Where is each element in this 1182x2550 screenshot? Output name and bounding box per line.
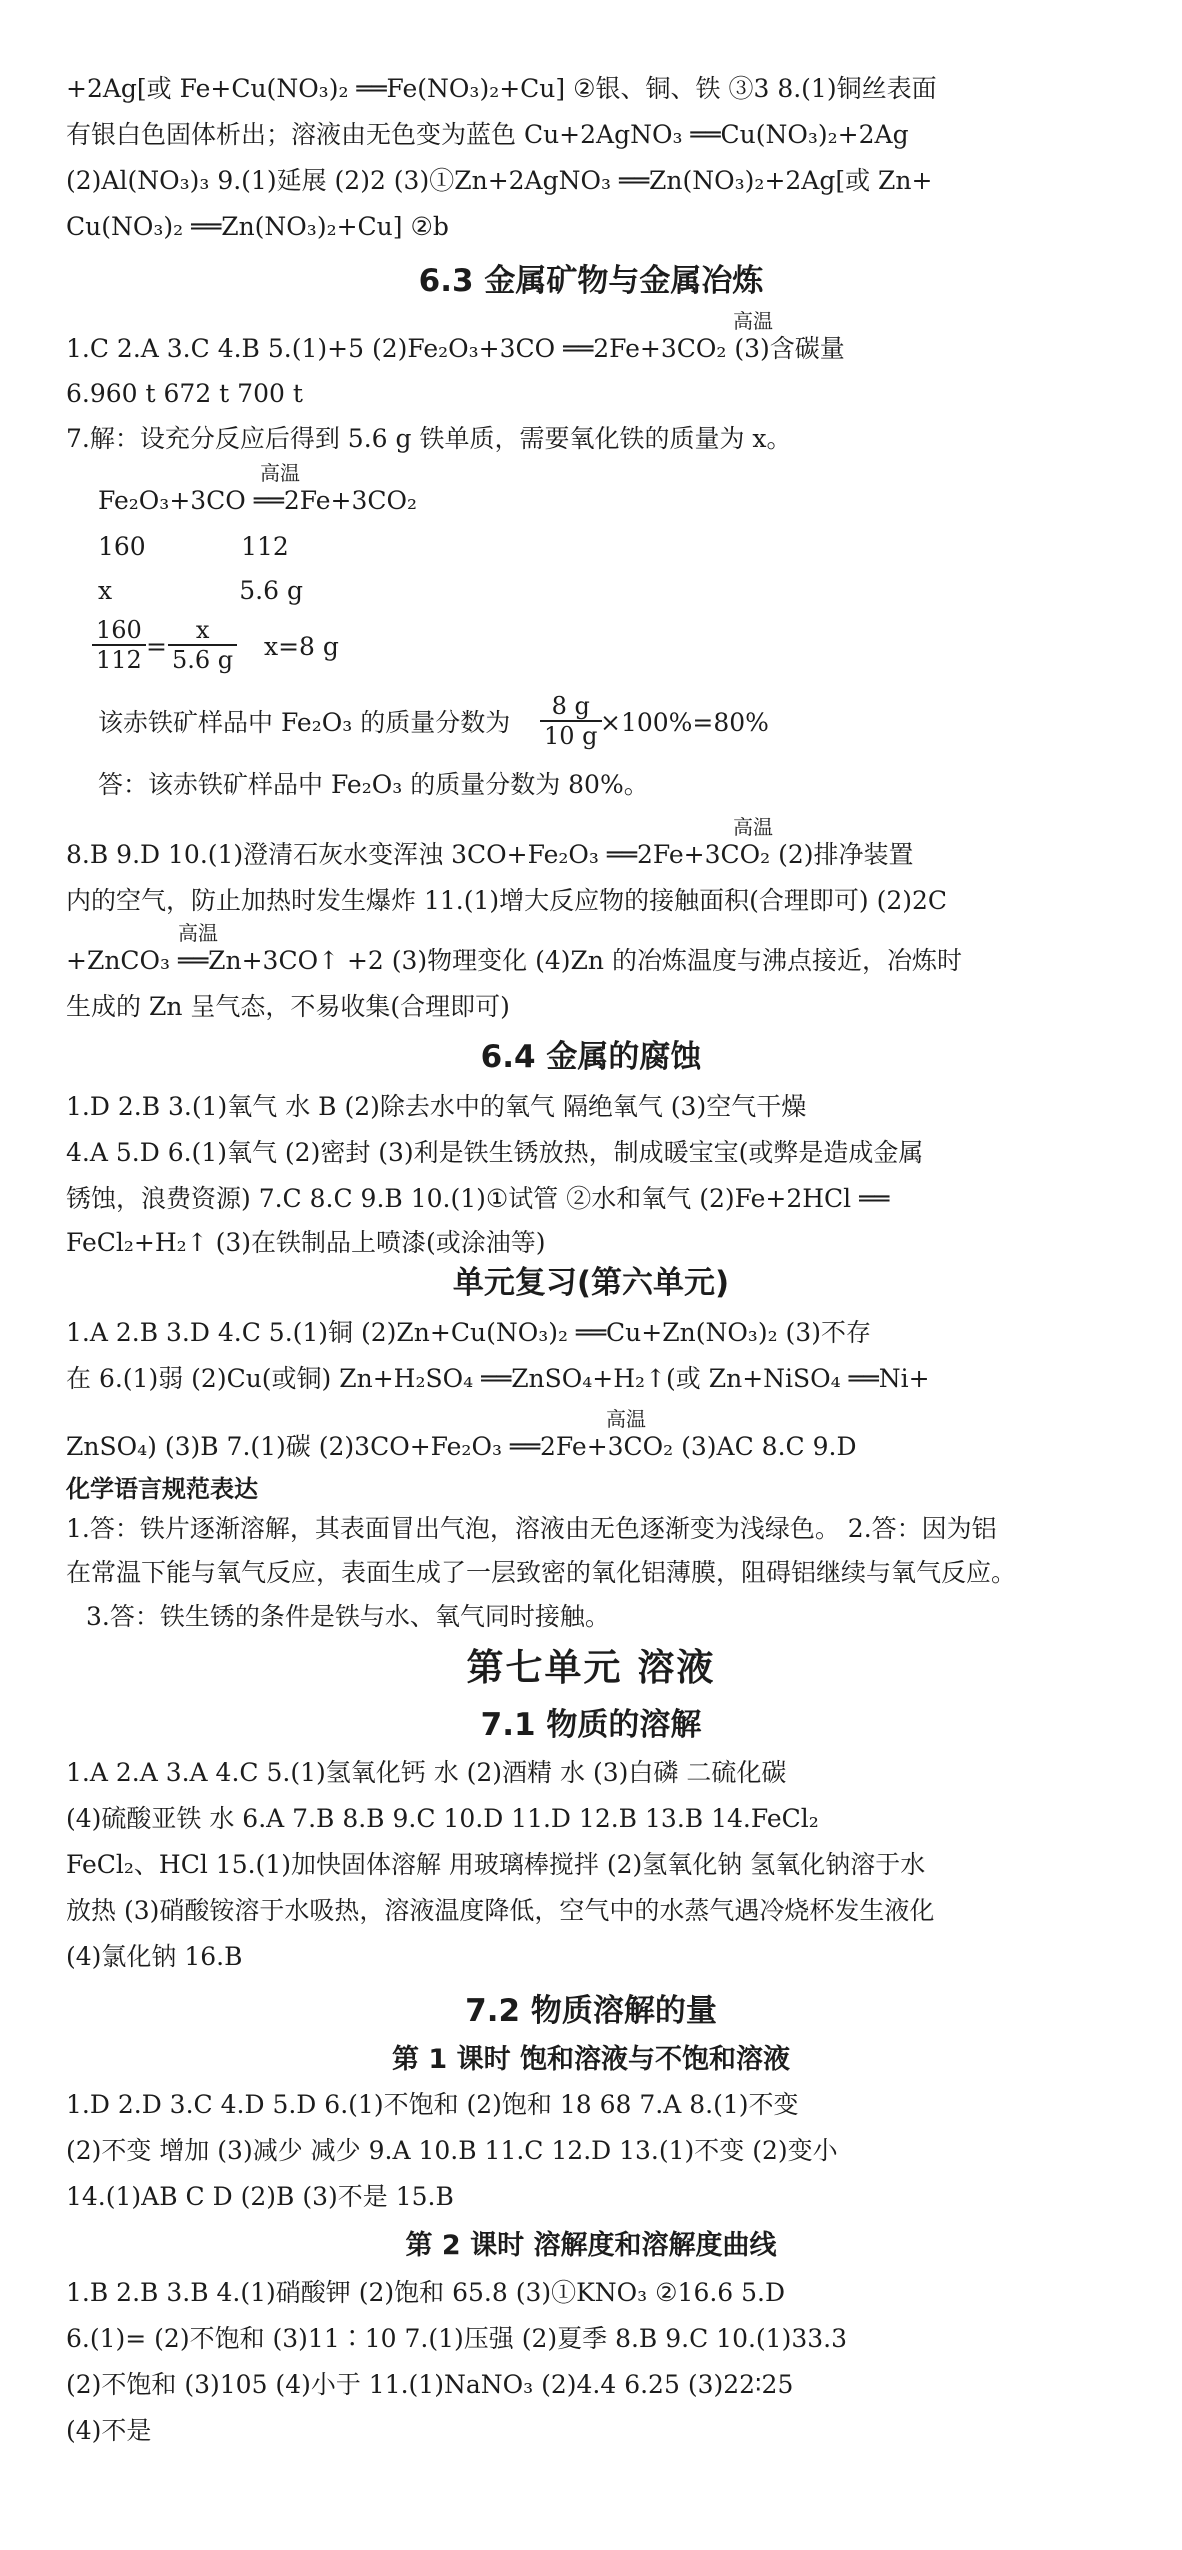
text-line: 1.A 2.B 3.D 4.C 5.(1)铜 (2)Zn+Cu(NO₃)₂ ══Cu+Zn(NO₃)₂ (3)不存	[66, 1318, 871, 1347]
unit-title: 第七单元 溶液	[466, 1646, 716, 1689]
result-text: x=8 g	[264, 632, 339, 661]
fraction	[540, 692, 602, 750]
text-line: 4.A 5.D 6.(1)氧气 (2)密封 (3)利是铁生锈放热，制成暖宝宝(或弊是造成金属	[66, 1138, 924, 1167]
text-line: 有银白色固体析出；溶液由无色变为蓝色 Cu+2AgNO₃ ══Cu(NO₃)₂+2Ag	[66, 120, 909, 149]
text-line: Cu(NO₃)₂ ══Zn(NO₃)₂+Cu] ②b	[66, 212, 449, 241]
subsection-title: 化学语言规范表达	[66, 1475, 258, 1503]
text-line: (2)Al(NO₃)₃ 9.(1)延展 (2)2 (3)①Zn+2AgNO₃ ══Zn(NO₃)₂+2Ag[或 Zn+	[66, 166, 933, 195]
text-line: 6.960 t 672 t 700 t	[66, 379, 303, 408]
section-title-6-3: 6.3 金属矿物与金属冶炼	[418, 263, 764, 299]
fraction	[168, 616, 237, 674]
text-line: 1.D 2.D 3.C 4.D 5.D 6.(1)不饱和 (2)饱和 18 68 7.A 8.(1)不变	[66, 2090, 799, 2119]
text-line: 锈蚀，浪费资源) 7.C 8.C 9.B 10.(1)①试管 ②水和氧气 (2)Fe+2HCl ══	[66, 1184, 890, 1213]
text-line: 放热 (3)硝酸铵溶于水吸热，溶液温度降低，空气中的水蒸气遇冷烧杯发生液化	[66, 1896, 935, 1925]
text-line: +ZnCO₃ ══Zn+3CO↑ +2 (3)物理变化 (4)Zn 的冶炼温度与沸点接近，冶炼时	[66, 946, 962, 975]
fraction-numerator: x	[168, 616, 237, 646]
section-title-7-1: 7.1 物质的溶解	[480, 1707, 702, 1743]
section-title-6-4: 6.4 金属的腐蚀	[480, 1039, 702, 1075]
text-line: (4)不是	[66, 2416, 152, 2445]
text-line: 14.(1)AB C D (2)B (3)不是 15.B	[66, 2182, 454, 2211]
fraction	[92, 616, 146, 674]
text-line: 在常温下能与氧气反应，表面生成了一层致密的氧化铝薄膜，阻碍铝继续与氧气反应。	[66, 1558, 1017, 1587]
text-line: ZnSO₄) (3)B 7.(1)碳 (2)3CO+Fe₂O₃ ══2Fe+3CO₂ (3)AC 8.C 9.D	[66, 1432, 857, 1461]
calc-ratio-row: x 5.6 g	[98, 576, 303, 605]
text-line: 内的空气，防止加热时发生爆炸 11.(1)增大反应物的接触面积(合理即可) (2)2C	[66, 886, 948, 915]
fraction-numerator: 8 g	[540, 692, 602, 722]
text-line: 1.D 2.B 3.(1)氧气 水 B (2)除去水中的氧气 隔绝氧气 (3)空气干燥	[66, 1092, 807, 1121]
fraction-numerator: 160	[92, 616, 146, 646]
text-line: 3.答：铁生锈的条件是铁与水、氧气同时接触。	[86, 1602, 610, 1631]
text-line: (2)不饱和 (3)105 (4)小于 11.(1)NaNO₃ (2)4.4 6.25 (3)22∶25	[66, 2370, 794, 2399]
calc-equation: Fe₂O₃+3CO ══2Fe+3CO₂	[98, 486, 418, 515]
equals-sign: =	[146, 632, 167, 661]
answer-line: 答：该赤铁矿样品中 Fe₂O₃ 的质量分数为 80%。	[98, 770, 649, 799]
condition-label: 高温	[260, 461, 300, 485]
text-line: 8.B 9.D 10.(1)澄清石灰水变浑浊 3CO+Fe₂O₃ ══2Fe+3CO₂ (2)排净装置	[66, 840, 914, 869]
section-title-review: 单元复习(第六单元)	[452, 1265, 730, 1301]
text-line: FeCl₂、HCl 15.(1)加快固体溶解 用玻璃棒搅拌 (2)氢氧化钠 氢氧化钠溶于水	[66, 1850, 926, 1879]
fraction-denominator: 112	[96, 646, 142, 674]
text-line: 6.(1)= (2)不饱和 (3)11∶10 7.(1)压强 (2)夏季 8.B 9.C 10.(1)33.3	[66, 2324, 848, 2353]
percent-text: 该赤铁矿样品中 Fe₂O₃ 的质量分数为	[98, 708, 511, 737]
text-line: 在 6.(1)弱 (2)Cu(或铜) Zn+H₂SO₄ ══ZnSO₄+H₂↑(或 Zn+NiSO₄ ══Ni+	[66, 1364, 930, 1393]
text-line: (4)氯化钠 16.B	[66, 1942, 243, 1971]
text-line: 1.答：铁片逐渐溶解，其表面冒出气泡，溶液由无色逐渐变为浅绿色。 2.答：因为铝	[66, 1514, 997, 1543]
text-line: (2)不变 增加 (3)减少 减少 9.A 10.B 11.C 12.D 13.(1)不变 (2)变小	[66, 2136, 838, 2165]
text-line: FeCl₂+H₂↑ (3)在铁制品上喷漆(或涂油等)	[66, 1228, 546, 1257]
text-line: 生成的 Zn 呈气态，不易收集(合理即可)	[66, 992, 510, 1021]
fraction-denominator: 5.6 g	[172, 646, 234, 674]
condition-label: 高温	[733, 309, 773, 333]
text-line: 7.解：设充分反应后得到 5.6 g 铁单质，需要氧化铁的质量为 x。	[66, 424, 792, 453]
condition-label: 高温	[178, 921, 218, 945]
text-line: (4)硫酸亚铁 水 6.A 7.B 8.B 9.C 10.D 11.D 12.B 13.B 14.FeCl₂	[66, 1804, 819, 1833]
text-line: 1.A 2.A 3.A 4.C 5.(1)氢氧化钙 水 (2)酒精 水 (3)白磷 二硫化碳	[66, 1758, 787, 1787]
text-line: +2Ag[或 Fe+Cu(NO₃)₂ ══Fe(NO₃)₂+Cu] ②银、铜、铁 ③3 8.(1)铜丝表面	[66, 74, 937, 103]
lesson-title: 第 1 课时 饱和溶液与不饱和溶液	[392, 2044, 790, 2075]
section-title-7-2: 7.2 物质溶解的量	[465, 1993, 717, 2029]
percent-result: ×100%=80%	[600, 708, 769, 737]
condition-label: 高温	[606, 1407, 646, 1431]
lesson-title: 第 2 课时 溶解度和溶解度曲线	[405, 2230, 777, 2261]
text-line: 1.B 2.B 3.B 4.(1)硝酸钾 (2)饱和 65.8 (3)①KNO₃ ②16.6 5.D	[66, 2278, 786, 2307]
condition-label: 高温	[733, 815, 773, 839]
fraction-denominator: 10 g	[544, 722, 598, 750]
calc-ratio-row: 160 112	[98, 532, 289, 561]
text-line: 1.C 2.A 3.C 4.B 5.(1)+5 (2)Fe₂O₃+3CO ══2Fe+3CO₂ (3)含碳量	[66, 334, 845, 363]
